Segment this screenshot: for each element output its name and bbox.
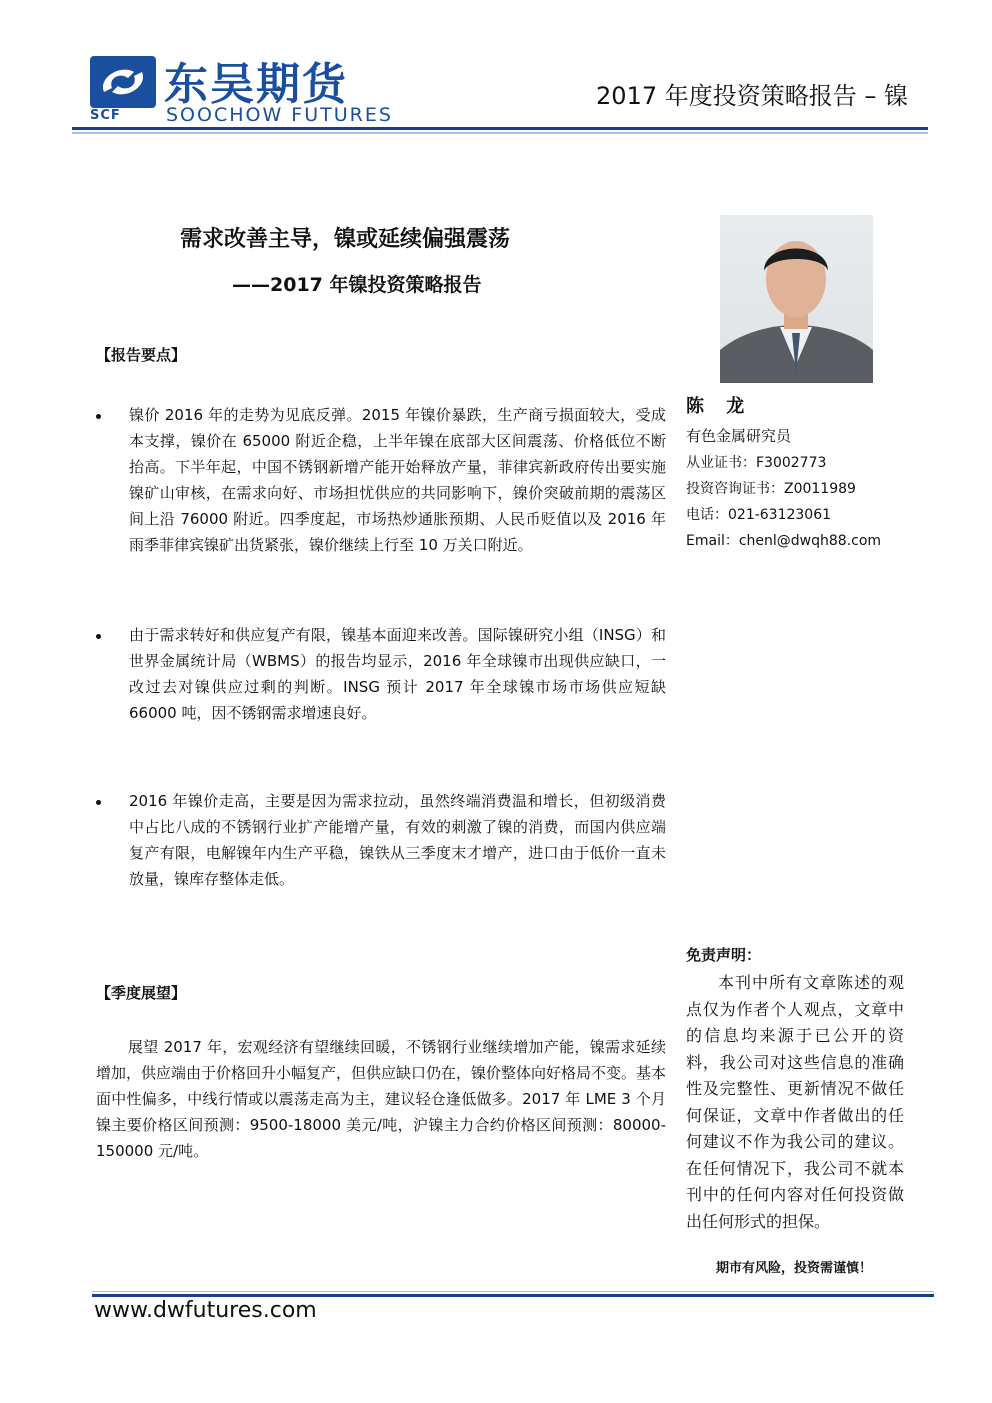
header-divider-light xyxy=(72,132,928,134)
bullet-icon xyxy=(96,634,101,639)
key-point-item xyxy=(96,622,666,726)
author-phone: 电话：021-63123061 xyxy=(686,507,832,523)
outlook-paragraph: 展望 2017 年，宏观经济有望继续回暖，不锈钢行业继续增加产能，镍需求延续增加，供应端由于价格回升小幅复产，但供应缺口仍在，镍价整体向好格局不变。基本面中性偏多，中线行情或以震荡走高为主，建议轻仓逢低做多。2017 年 LME 3 个月镍主要价格区间预测：9500-18000 美元/吨，沪镍主力合约价格区间预测：80000-150000 元/吨。 xyxy=(96,1038,667,1160)
footer-website-link[interactable]: www.dwfutures.com xyxy=(94,1298,317,1323)
author-consult-license: 投资咨询证书：Z0011989 xyxy=(686,481,856,497)
author-license: 从业证书：F3002773 xyxy=(686,455,827,471)
key-point-text: 2016 年镍价走高，主要是因为需求拉动，虽然终端消费温和增长，但初级消费中占比八成的不锈钢行业扩产能增产量，有效的刺激了镍的消费，而国内供应端复产有限，电解镍年内生产平稳，镍铁从三季度末才增产，进口由于低价一直未放量，镍库存整体走低。 xyxy=(129,792,666,888)
outlook-heading: 【季度展望】 xyxy=(96,984,187,1002)
footer-divider xyxy=(92,1294,934,1297)
risk-warning: 期市有风险，投资需谨慎！ xyxy=(716,1261,873,1276)
report-main-title: 需求改善主导，镍或延续偏强震荡 xyxy=(180,227,511,252)
key-point-item xyxy=(96,788,666,892)
key-point-text: 镍价 2016 年的走势为见底反弹。2015 年镍价暴跌，生产商亏损面较大，受成本支撑，镍价在 65000 附近企稳，上半年镍在底部大区间震荡、价格低位不断抬高。下半年起，中国不锈钢新增产能开始释放产量，菲律宾新政府传出要实施镍矿山审核，在需求向好、市场担忧供应的共同影响下，镍价突破前期的震荡区间上沿 76000 附近。四季度起，市场热炒通胀预期、人民币贬值以及 2016 年雨季菲律宾镍矿出货紧张，镍价继续上行至 10 万关口附近。 xyxy=(129,406,666,554)
header-divider xyxy=(72,127,928,130)
logo-abbreviation: SCF xyxy=(90,108,121,123)
report-header-title: 2017 年度投资策略报告 – 镍 xyxy=(596,82,908,110)
report-subtitle: ——2017 年镍投资策略报告 xyxy=(232,274,482,296)
footer-divider-light xyxy=(92,1291,934,1292)
logo-chinese-name: 东吴期货 xyxy=(164,59,348,110)
disclaimer-title: 免责声明： xyxy=(686,946,762,964)
key-point-item xyxy=(96,402,666,558)
disclaimer-text: 本刊中所有文章陈述的观点仅为作者个人观点，文章中的信息均来源于已公开的资料，我公司对这些信息的准确性及完整性、更新情况不做任何保证，文章中作者做出的任何建议不作为我公司的建议。在任何情况下，我公司不就本刊中的任何内容对任何投资做出任何形式的担保。 xyxy=(686,973,904,1231)
author-photo xyxy=(720,215,873,383)
author-portrait-icon xyxy=(720,215,873,383)
author-name: 陈 龙 xyxy=(686,396,753,417)
logo-english-name: SOOCHOW FUTURES xyxy=(166,104,393,126)
key-point-text: 由于需求转好和供应复产有限，镍基本面迎来改善。国际镍研究小组（INSG）和世界金属统计局（WBMS）的报告均显示，2016 年全球镍市出现供应缺口，一改过去对镍供应过剩的判断。INSG 预计 2017 年全球镍市场市场供应短缺 66000 吨，因不锈钢需求增速良好。 xyxy=(129,626,666,722)
author-email[interactable]: Email：chenl@dwqh88.com xyxy=(686,533,882,549)
key-points-heading: 【报告要点】 xyxy=(96,346,187,364)
bullet-icon xyxy=(96,800,101,805)
bullet-icon xyxy=(96,414,101,419)
author-role: 有色金属研究员 xyxy=(686,427,792,445)
company-logo xyxy=(90,52,410,128)
